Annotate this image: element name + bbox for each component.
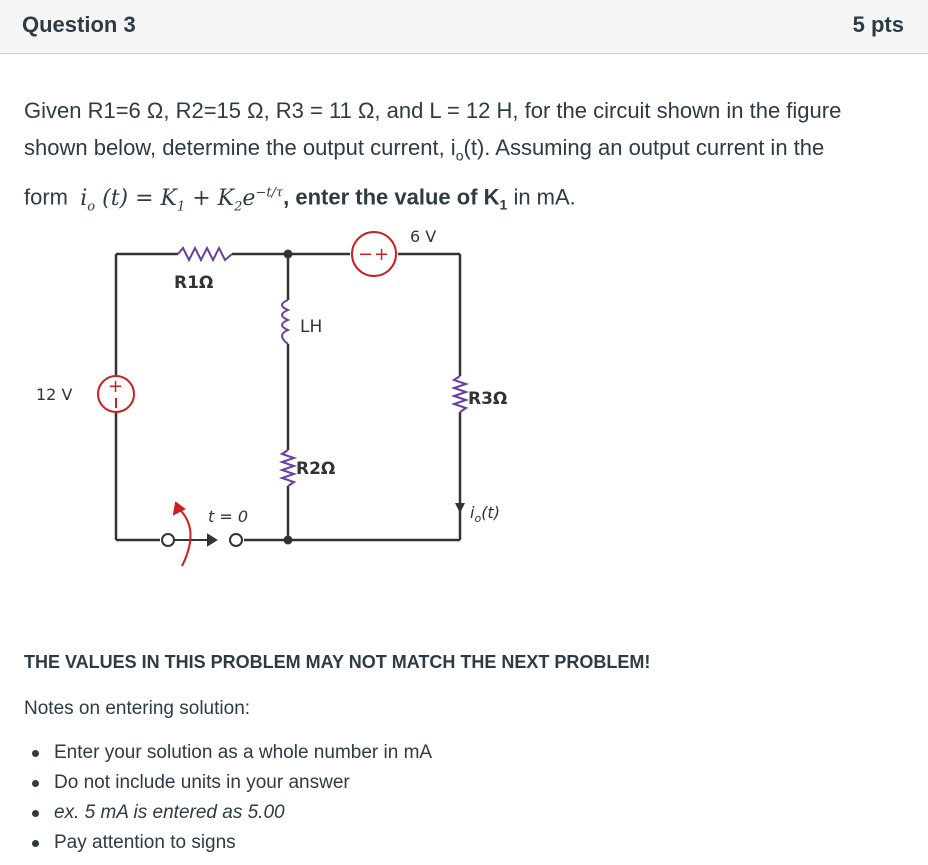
svg-text:+: + — [108, 376, 124, 397]
list-item: Pay attention to signs — [24, 828, 432, 858]
warning-text: THE VALUES IN THIS PROBLEM MAY NOT MATCH THE NEXT PROBLEM! — [24, 652, 651, 672]
r1-resistor — [178, 248, 232, 260]
r3-label: R3Ω — [468, 389, 508, 409]
notes-title: Notes on entering solution: — [24, 698, 251, 719]
list-item: Enter your solution as a whole number in mA — [24, 738, 432, 768]
inductor-label: LH — [300, 317, 323, 337]
v12-label: 12 V — [36, 385, 73, 404]
notes-list — [24, 738, 432, 858]
r2-label: R2Ω — [296, 459, 336, 479]
circuit-diagram — [0, 222, 560, 592]
io-label: $i_o(t)$ — [470, 503, 500, 525]
question-header — [0, 0, 928, 54]
question-points: 5 pts — [852, 12, 904, 37]
formula: $i_o$ $(t) = K_1 + K_2e^{-t/\tau}$ — [80, 185, 284, 215]
r3-resistor — [454, 376, 466, 412]
io-arrow — [455, 503, 465, 513]
r2-resistor — [282, 450, 294, 486]
inductor — [282, 300, 288, 344]
list-item: ex. 5 mA is entered as 5.00 — [24, 798, 432, 828]
question-title: Question 3 — [22, 12, 136, 37]
svg-text:−: − — [358, 244, 374, 265]
circuit-wires — [116, 254, 460, 540]
switch-label: t = 0 — [208, 507, 249, 526]
question-text — [24, 92, 904, 225]
question-line-1: Given R1=6 Ω, R2=15 Ω, R3 = 11 Ω, and L = 12 H, for the circuit shown in the figure — [24, 98, 842, 123]
list-item: Do not include units in your answer — [24, 768, 432, 798]
question-line-3: form $i_o$ $(t) = K_1 + K_2e^{-t/\tau}$, enter the value of $K_1$ in mA. — [24, 184, 576, 215]
v6-label: 6 V — [410, 227, 437, 246]
question-line-2: shown below, determine the output current, $i_o(t)$. Assuming an output current in the — [24, 135, 825, 164]
r1-label: R1Ω — [174, 273, 214, 293]
svg-text:+: + — [374, 244, 390, 265]
